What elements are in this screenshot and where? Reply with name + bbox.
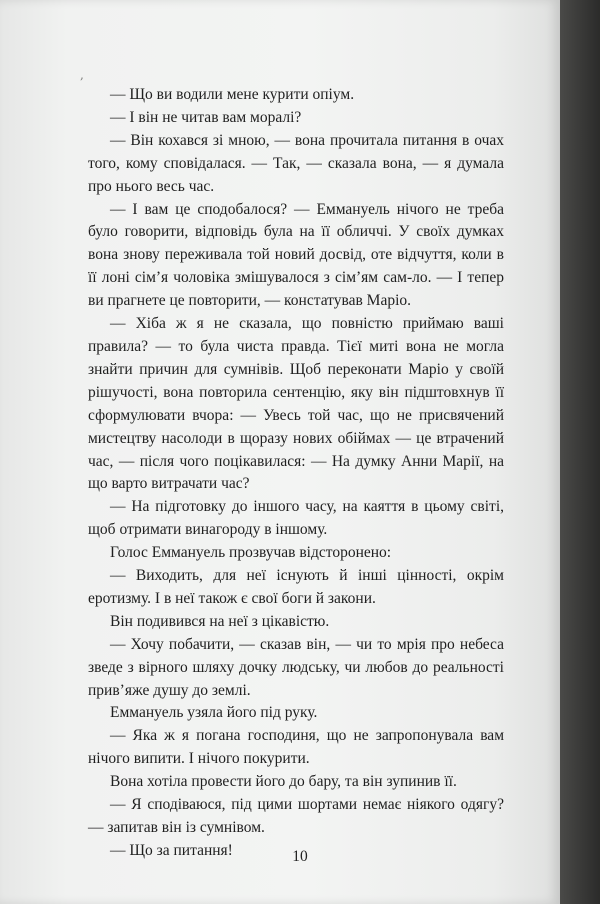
paragraph-10: — Хочу побачити, — сказав він, — чи то мрія про небеса зведе з вірного шляху дочку людську, чи любов до реальності прив’яже душу до землі. (88, 635, 504, 699)
paragraph-13: Вона хотіла провести його до бару, та він зупинив її. (110, 773, 457, 791)
paragraph-3: — Він кохався зі мною, — вона прочитала питання в очах того, кому сповідалася. — Так, — сказала вона, — я думала про нього весь час. (88, 131, 504, 195)
paragraph-6: — На підготовку до іншого часу, на каяття в цьому світі, щоб отримати винагороду в іншому. (88, 498, 504, 539)
paragraph-12: — Яка ж я погана господиня, що не запропонувала вам нічого випити. І нічого покурити. (88, 727, 504, 768)
margin-mark: , (80, 68, 84, 82)
paragraph-4: — І вам це сподобалося? — Еммануель нічого не треба було говорити, відповідь була на її обличчі. У своїх думках вона знову переживала той новий досвід, оте відчуття, коли в її лоні сім’я чоловіка змішувалося з сім’ям сам-ло. — І тепер ви прагнете це повторити, — констатував Маріо. (88, 200, 504, 310)
page-number: 10 (292, 848, 308, 865)
paragraph-5: — Хіба ж я не сказала, що повністю приймаю ваші правила? — то була чиста правда. Тієї миті вона не могла знайти причин для сумнівів. Щоб переконати Маріо у своїй рішучості, вона повторила сентенцію, яку він підштовхнув її сформулювати вчора: — Увесь той час, що не присвячений мистецтву насолоди в щоразу нових обіймах — це втрачений час, — після чого поцікавилася: — На думку Анни Марії, на що варто витрачати час? (88, 315, 504, 493)
paragraph-8: — Виходить, для неї існують й інші цінності, окрім еротизму. І в неї також є свої боги й закони. (88, 567, 504, 607)
paragraph-2: — І він не читав вам моралі? (110, 108, 302, 126)
paragraph-14: — Я сподіваюся, під цими шортами немає ніякого одягу? — запитав він із сумнівом. (88, 796, 504, 836)
paragraph-1: — Що ви водили мене курити опіум. (110, 86, 355, 103)
paragraph-15: — Що за питання! (110, 841, 233, 859)
paragraph-7: Голос Еммануель прозвучав відсторонено: (110, 544, 392, 562)
paragraph-9: Він подивився на неї з цікавістю. (110, 612, 330, 630)
body-text (88, 84, 504, 863)
paragraph-11: Еммануель узяла його під руку. (110, 704, 318, 722)
